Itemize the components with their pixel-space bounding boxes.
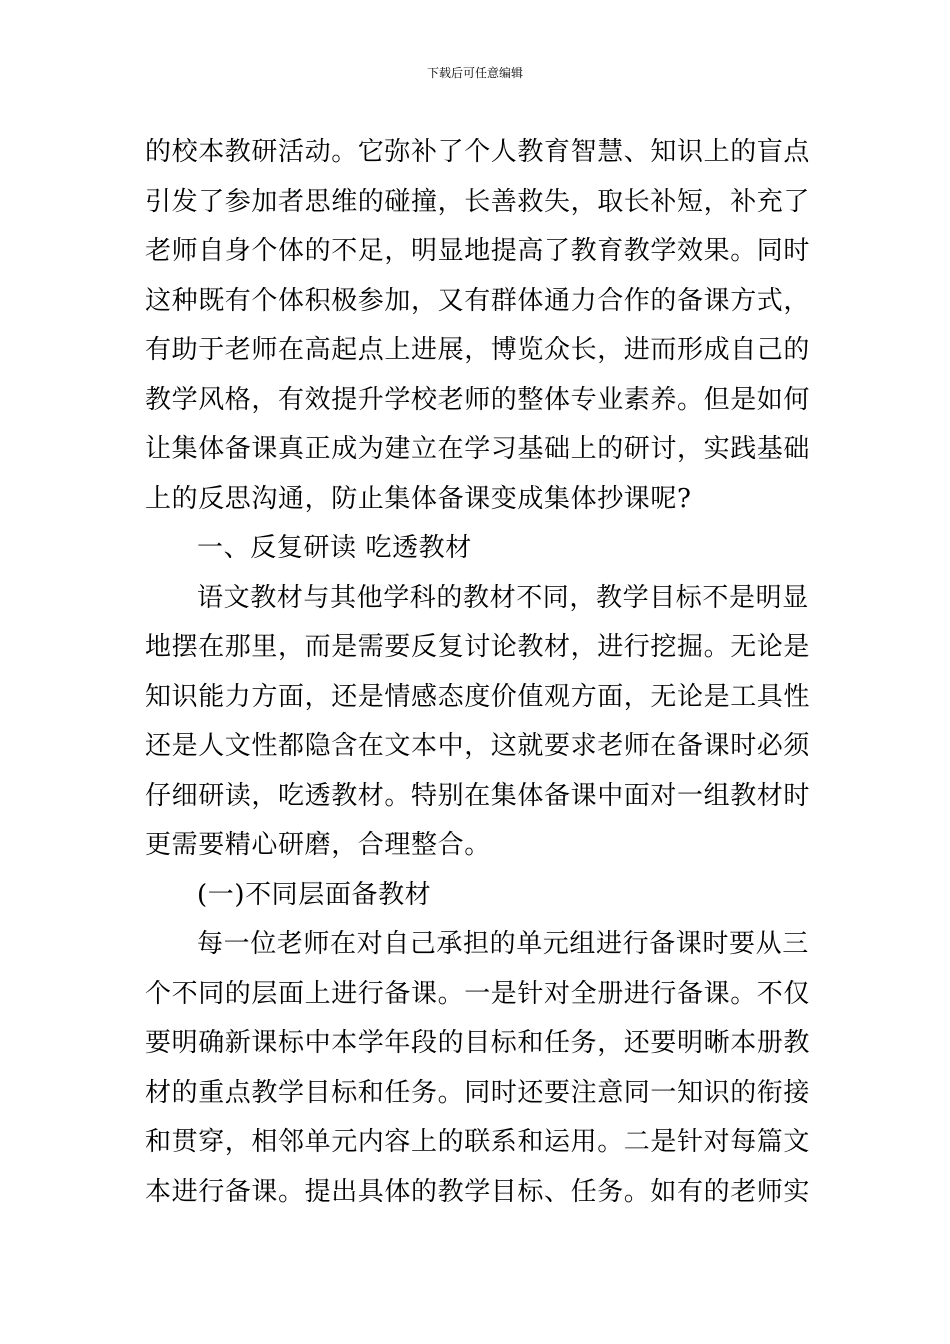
text-line: 个不同的层面上进行备课。一是针对全册进行备课。不仅 [145, 978, 811, 1009]
text-line: 材的重点教学目标和任务。同时还要注意同一知识的衔接 [145, 1077, 811, 1108]
text-line: 老师自身个体的不足，明显地提高了教育教学效果。同时 [145, 236, 811, 266]
text-line: 还是人文性都隐含在文本中，这就要求老师在备课时必须 [145, 731, 811, 761]
text-line: 教学风格，有效提升学校老师的整体专业素养。但是如何 [145, 384, 811, 415]
text-line: 更需要精心研磨，合理整合。 [145, 830, 491, 860]
text-line: 地摆在那里，而是需要反复讨论教材，进行挖掘。无论是 [145, 632, 811, 662]
text-line: 的校本教研活动。它弥补了个人教育智慧、知识上的盲点 [145, 137, 811, 167]
text-line: 上的反思沟通，防止集体备课变成集体抄课呢? [145, 483, 692, 514]
document-body [145, 128, 815, 1217]
text-line: 引发了参加者思维的碰撞，长善救失，取长补短，补充了 [145, 186, 811, 217]
text-line: 要明确新课标中本学年段的目标和任务，还要明晰本册教 [145, 1028, 811, 1058]
section-heading: 一、反复研读 吃透教材 [197, 533, 472, 563]
paragraph-start-line: 每一位老师在对自己承担的单元组进行备课时要从三 [197, 929, 809, 959]
text-line: 和贯穿，相邻单元内容上的联系和运用。二是针对每篇文 [145, 1127, 811, 1157]
text-line: 有助于老师在高起点上进展，博览众长，进而形成自己的 [145, 335, 811, 365]
text-line: 仔细研读，吃透教材。特别在集体备课中面对一组教材时 [145, 780, 811, 811]
paragraph-start-line: 语文教材与其他学科的教材不同，教学目标不是明显 [197, 582, 809, 613]
subsection-heading: (一)不同层面备教材 [197, 879, 432, 910]
page-header: 下载后可任意编辑 [426, 66, 523, 80]
text-line: 知识能力方面，还是情感态度价值观方面，无论是工具性 [145, 681, 811, 712]
text-line: 让集体备课真正成为建立在学习基础上的研讨，实践基础 [145, 434, 811, 464]
text-line: 这种既有个体积极参加，又有群体通力合作的备课方式， [145, 285, 811, 316]
text-line: 本进行备课。提出具体的教学目标、任务。如有的老师实 [145, 1176, 811, 1207]
